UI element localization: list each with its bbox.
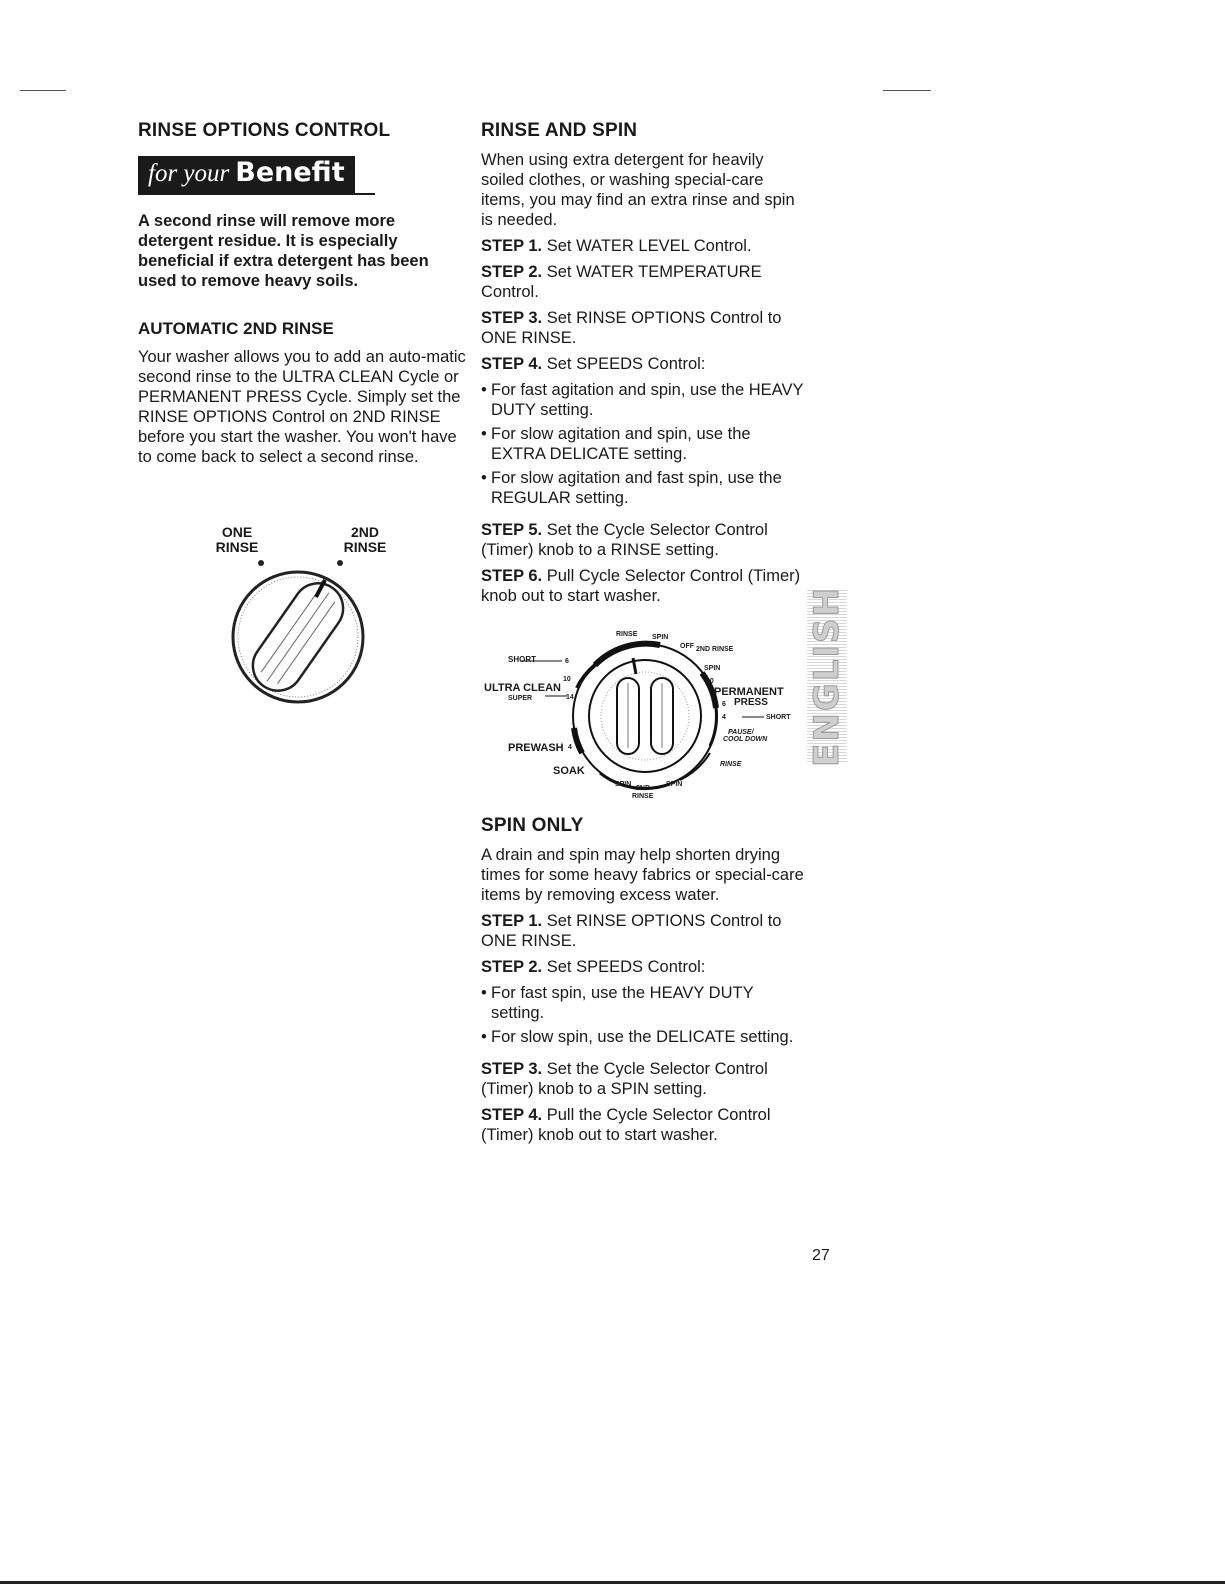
- label-spin-top: SPIN: [652, 634, 669, 641]
- section-title-spin-only: SPIN ONLY: [481, 815, 584, 836]
- step-text: Set WATER TEMPERATURE Control.: [481, 263, 762, 301]
- spin-only-step-1: [481, 911, 806, 951]
- step-label: STEP 2.: [481, 263, 543, 281]
- cycle-selector-dial: [470, 628, 810, 808]
- dial-label-rinse-b: RINSE: [343, 539, 387, 555]
- automatic-rinse-body: Your washer allows you to add an auto-matic second rinse to the ULTRA CLEAN Cycle or PERMANENT PRESS Cycle. Simply set the RINSE OPTIONS Control on 2ND RINSE before you start the washer. You won't have to come back to select a second rinse.: [138, 348, 466, 466]
- label-off-top: OFF: [680, 643, 694, 650]
- label-4b: 4: [722, 714, 726, 721]
- label-10: 10: [563, 676, 571, 683]
- label-pause: PAUSE/: [728, 729, 754, 736]
- top-rule-left: [20, 90, 66, 91]
- rinse-spin-speed-list: [481, 380, 806, 508]
- left-column: [138, 120, 468, 473]
- label-spin-bottom-left: SPIN: [615, 781, 632, 788]
- rinse-spin-step-1: [481, 236, 806, 256]
- label-2nd-bottom: 2ND: [636, 785, 651, 792]
- list-item: • For fast spin, use the HEAVY DUTY setting.: [481, 983, 806, 1023]
- banner-benefit: Benefit: [235, 157, 345, 188]
- step-text: Set the Cycle Selector Control (Timer) knob to a SPIN setting.: [481, 1060, 768, 1098]
- bottom-rule: [0, 1581, 1225, 1584]
- label-super: SUPER: [508, 695, 533, 702]
- benefit-badge: [138, 156, 355, 193]
- rinse-spin-step-4: [481, 354, 806, 374]
- step-label: STEP 4.: [481, 1106, 543, 1124]
- benefit-lead: A second rinse will remove more detergent residue. It is especially beneficial if extra detergent has been used to remove heavy soils.: [138, 212, 429, 290]
- step-text: Pull Cycle Selector Control (Timer) knob out to start washer.: [481, 567, 801, 605]
- step-text: Set RINSE OPTIONS Control to ONE RINSE.: [481, 912, 782, 950]
- label-short-top: SHORT: [508, 655, 536, 664]
- spin-only-step-4: [481, 1105, 806, 1145]
- step-text: Set WATER LEVEL Control.: [542, 237, 752, 255]
- label-cool-down: COOL DOWN: [723, 736, 768, 743]
- label-6: 6: [565, 658, 569, 665]
- label-rinse-right: RINSE: [720, 761, 742, 768]
- spin-only-intro: A drain and spin may help shorten drying times for some heavy fabrics or special-care items by removing excess water.: [481, 846, 804, 904]
- rinse-options-dial: [200, 525, 400, 710]
- arc-soak: [600, 773, 670, 789]
- step-text: Pull the Cycle Selector Control (Timer) knob out to start washer.: [481, 1106, 771, 1144]
- step-text: Set RINSE OPTIONS Control to ONE RINSE.: [481, 309, 782, 347]
- step-label: STEP 3.: [481, 1060, 543, 1078]
- section-title-rinse-and-spin: RINSE AND SPIN: [481, 120, 638, 141]
- label-10b: 10: [706, 678, 714, 685]
- timer-knob: [589, 660, 701, 772]
- arc-ultra-clean-b: [577, 665, 595, 688]
- right-column: [481, 120, 806, 612]
- step-label: STEP 5.: [481, 521, 543, 539]
- subtitle-automatic-2nd-rinse: AUTOMATIC 2ND RINSE: [138, 319, 334, 338]
- list-item: • For fast agitation and spin, use the HEAVY DUTY setting.: [481, 380, 806, 420]
- label-6b: 6: [722, 701, 726, 708]
- step-label: STEP 3.: [481, 309, 543, 327]
- label-rinse-bottom: RINSE: [632, 793, 654, 800]
- step-label: STEP 4.: [481, 355, 543, 373]
- section-title-rinse-options: RINSE OPTIONS CONTROL: [138, 120, 391, 141]
- label-4a: 4: [568, 744, 572, 751]
- indicator-dot-2nd-rinse: [337, 560, 343, 566]
- rinse-spin-step-2: [481, 262, 806, 302]
- label-ultra-clean: ULTRA CLEAN: [484, 682, 561, 694]
- dial-label-one-rinse: [202, 525, 272, 555]
- step-text: Set the Cycle Selector Control (Timer) knob to a RINSE setting.: [481, 521, 768, 559]
- step-text: Set SPEEDS Control:: [542, 355, 706, 373]
- spin-only-step-2: [481, 957, 806, 977]
- label-14: 14: [566, 694, 574, 701]
- dial-label-2nd: 2ND: [350, 524, 379, 540]
- label-press: PRESS: [734, 697, 768, 708]
- list-item: • For slow agitation and spin, use the EXTRA DELICATE setting.: [481, 424, 806, 464]
- rinse-spin-step-6: [481, 566, 806, 606]
- list-item: • For slow agitation and fast spin, use the REGULAR setting.: [481, 468, 806, 508]
- label-prewash: PREWASH: [508, 742, 564, 754]
- top-rule-right: [883, 90, 931, 91]
- rinse-spin-step-3: [481, 308, 806, 348]
- language-side-tab: [807, 585, 847, 767]
- list-item: • For slow spin, use the DELICATE setting.: [481, 1027, 806, 1047]
- label-soak: SOAK: [553, 765, 585, 777]
- spin-only-step-3: [481, 1059, 806, 1099]
- rinse-spin-intro: When using extra detergent for heavily soiled clothes, or washing special-care items, you may find an extra rinse and spin is needed.: [481, 151, 795, 229]
- label-permanent: PERMANENT: [714, 686, 784, 698]
- label-rinse-top: RINSE: [616, 631, 638, 638]
- dial-label-rinse-a: RINSE: [215, 539, 259, 555]
- arc-prewash: [574, 728, 582, 753]
- dial-label-one: ONE: [221, 524, 253, 540]
- step-label: STEP 1.: [481, 237, 543, 255]
- step-label: STEP 2.: [481, 958, 543, 976]
- arc-permanent-press-b: [710, 708, 716, 746]
- spin-only-section: [481, 815, 806, 1151]
- step-label: STEP 1.: [481, 912, 543, 930]
- page-number: 27: [812, 1247, 830, 1264]
- dial-label-2nd-rinse: [330, 525, 400, 555]
- indicator-dot-one-rinse: [258, 560, 264, 566]
- rinse-spin-step-5: [481, 520, 806, 560]
- spin-only-speed-list: [481, 983, 806, 1047]
- label-spin-right: SPIN: [704, 665, 721, 672]
- label-spin-bottom-right: SPIN: [666, 781, 683, 788]
- language-tab-label: ENGLISH: [807, 585, 847, 767]
- label-2nd-rinse-top: 2ND RINSE: [696, 646, 734, 653]
- benefit-banner: [138, 150, 375, 195]
- step-text: Set SPEEDS Control:: [542, 958, 706, 976]
- label-short-right: SHORT: [766, 714, 791, 721]
- step-label: STEP 6.: [481, 567, 543, 585]
- banner-for-your: for your: [148, 160, 230, 187]
